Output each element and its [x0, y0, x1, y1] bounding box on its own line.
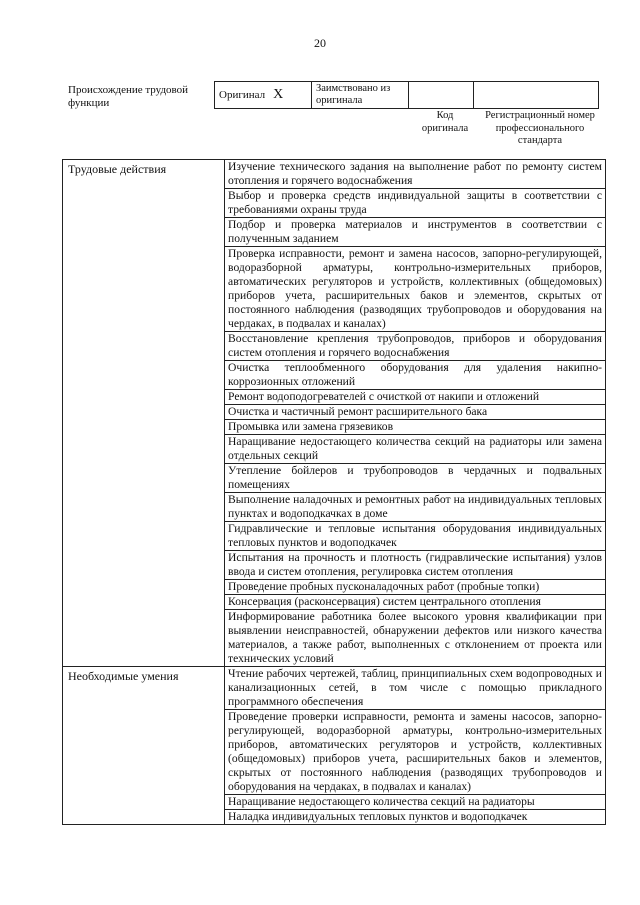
labor-action-item: Подбор и проверка материалов и инструментов в соответствии с полученным заданием — [225, 218, 605, 247]
labor-action-item: Восстановление крепления трубопроводов, приборов и оборудования систем отопления и горячего водоснабжения — [225, 332, 605, 361]
labor-action-item: Проверка исправности, ремонт и замена насосов, запорно-регулирующей, водоразборной арматуры, контрольно-измерительных приборов, автоматических регуляторов и устройств, коллективных (общедомовых) приборов учета, расширительных баков и элементов, скрытых от постоянного наблюдения (разводящих трубопроводов и оборудования на чердаках, в подвалах и каналах) — [225, 247, 605, 332]
labor-action-item: Изучение технического задания на выполнение работ по ремонту систем отопления и горячего водоснабжения — [225, 160, 605, 189]
labor-action-item: Консервация (расконсервация) систем центрального отопления — [225, 595, 605, 610]
code-label: Код оригинала — [421, 110, 469, 134]
function-table — [62, 159, 606, 825]
page-number: 20 — [314, 36, 326, 50]
required-skills-row — [63, 667, 606, 825]
labor-action-item: Выбор и проверка средств индивидуальной защиты в соответствии с требованиями охраны труда — [225, 189, 605, 218]
labor-action-item: Очистка и частичный ремонт расширительного бака — [225, 405, 605, 420]
origin-original-cell — [215, 82, 312, 109]
required-skills-list — [225, 667, 606, 825]
labor-action-item: Гидравлические и тепловые испытания оборудования индивидуальных тепловых пунктов и водоподкачек — [225, 522, 605, 551]
skill-item: Проведение проверки исправности, ремонта и замены насосов, запорно-регулирующей, водоразборной арматуры, контрольно-измерительных приборов, автоматических регуляторов и устройств, коллективных (общедомовых) приборов учета, расширительных баков и элементов, скрытых от постоянного наблюдения (разводящих трубопроводов и оборудования на чердаках, в подвалах и каналах) — [225, 710, 605, 795]
labor-actions-list — [225, 160, 606, 667]
labor-actions-row — [63, 160, 606, 667]
origin-label: Происхождение трудовой функции — [68, 84, 189, 109]
labor-action-item: Проведение пробных пусконаладочных работ (пробные топки) — [225, 580, 605, 595]
origin-code-cell — [409, 82, 474, 109]
required-skills-label: Необходимые умения — [63, 667, 225, 825]
labor-action-item: Утепление бойлеров и трубопроводов в чердачных и подвальных помещениях — [225, 464, 605, 493]
skill-item: Наращивание недостающего количества секций на радиаторы — [225, 795, 605, 810]
labor-action-item: Наращивание недостающего количества секций на радиаторы или замена отдельных секций — [225, 435, 605, 464]
labor-action-item: Промывка или замена грязевиков — [225, 420, 605, 435]
skill-item: Чтение рабочих чертежей, таблиц, принципиальных схем водопроводных и канализационных сетей, в том числе с помощью прикладного программного обеспечения — [225, 667, 605, 710]
labor-actions-label: Трудовые действия — [63, 160, 225, 667]
original-label: Оригинал — [219, 88, 266, 101]
borrowed-label: Заимствовано из оригинала — [312, 82, 409, 109]
original-mark: X — [273, 86, 284, 102]
skill-item: Наладка индивидуальных тепловых пунктов и водоподкачек — [228, 810, 528, 823]
labor-action-item: Испытания на прочность и плотность (гидравлические испытания) узлов ввода и систем отопления, регулировка систем отопления — [225, 551, 605, 580]
labor-action-item: Информирование работника более высокого уровня квалификации при выявлении неисправностей, обнаружении дефектов или низкого качества материалов, а также работ, выполненных с отклонением от проекта или технических условий — [228, 610, 602, 665]
origin-reg-number-cell — [474, 82, 599, 109]
origin-table — [214, 81, 599, 109]
reg-number-label: Регистрационный номер профессионального стандарта — [485, 110, 595, 146]
labor-action-item: Ремонт водоподогревателей с очисткой от накипи и отложений — [225, 390, 605, 405]
labor-action-item: Выполнение наладочных и ремонтных работ на индивидуальных тепловых пунктах и водоподкачках в доме — [225, 493, 605, 522]
labor-action-item: Очистка теплообменного оборудования для удаления накипно-коррозионных отложений — [225, 361, 605, 390]
